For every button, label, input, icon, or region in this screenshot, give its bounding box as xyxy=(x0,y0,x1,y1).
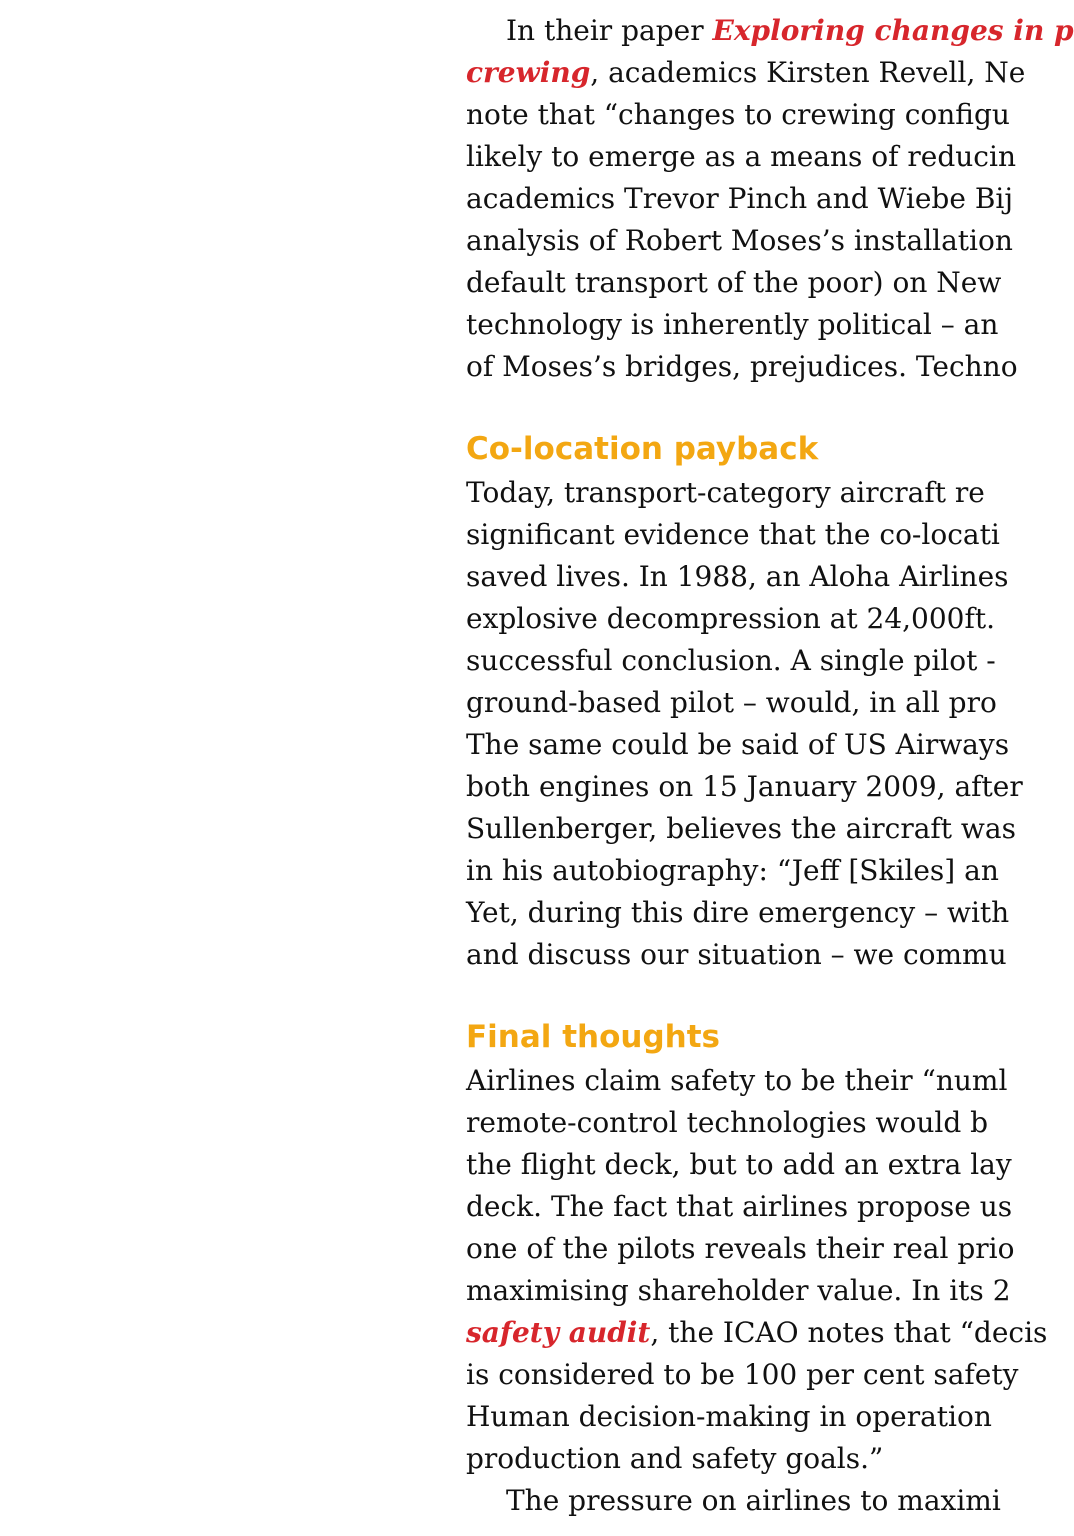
text-line xyxy=(466,1480,1001,1522)
text-run: Human decision-making in operation xyxy=(466,1400,992,1433)
text-run: , academics Kirsten Revell, Ne xyxy=(590,56,1026,89)
text-run: deck. The fact that airlines propose us xyxy=(466,1190,1013,1223)
text-line xyxy=(466,1144,1047,1186)
text-line xyxy=(466,136,1074,178)
text-line xyxy=(466,724,1023,766)
text-line xyxy=(466,178,1074,220)
text-line xyxy=(466,892,1023,934)
text-run: Yet, during this dire emergency – with xyxy=(466,896,1010,929)
text-run: saved lives. In 1988, an Aloha Airlines xyxy=(466,560,1009,593)
article-link[interactable]: crewing xyxy=(466,56,591,89)
text-run: The same could be said of US Airways xyxy=(466,728,1010,761)
text-run: explosive decompression at 24,000ft. xyxy=(466,602,995,635)
text-run: both engines on 15 January 2009, after xyxy=(466,770,1023,803)
text-line xyxy=(466,598,1023,640)
text-line xyxy=(466,304,1074,346)
text-line xyxy=(466,1396,1047,1438)
text-line xyxy=(466,346,1074,388)
text-run: ground-based pilot – would, in all pro xyxy=(466,686,997,719)
text-run: Airlines claim safety to be their “numl xyxy=(466,1064,1008,1097)
text-line xyxy=(466,514,1023,556)
section-heading-colocation: Co-location payback xyxy=(466,431,819,467)
article-link[interactable]: Exploring changes in p xyxy=(712,14,1074,47)
text-line xyxy=(466,1102,1047,1144)
closing-paragraph xyxy=(466,1480,1001,1522)
article-link[interactable]: safety audit xyxy=(466,1316,651,1349)
text-run: significant evidence that the co-locati xyxy=(466,518,1000,551)
text-line xyxy=(466,1438,1047,1480)
text-run: in his autobiography: “Jeff [Skiles] an xyxy=(466,854,999,887)
text-line xyxy=(466,1060,1047,1102)
text-run: is considered to be 100 per cent safety xyxy=(466,1358,1019,1391)
text-line xyxy=(466,640,1023,682)
text-line xyxy=(466,682,1023,724)
text-run: Sullenberger, believes the aircraft was xyxy=(466,812,1016,845)
text-line xyxy=(466,52,1074,94)
text-run: and discuss our situation – we commu xyxy=(466,938,1007,971)
text-line xyxy=(466,1354,1047,1396)
text-line xyxy=(466,850,1023,892)
text-run: technology is inherently political – an xyxy=(466,308,999,341)
text-line xyxy=(466,262,1074,304)
cropped-previous-line xyxy=(466,0,706,6)
text-run: one of the pilots reveals their real prio xyxy=(466,1232,1015,1265)
text-line xyxy=(466,1186,1047,1228)
article-column xyxy=(466,0,1074,1536)
text-line xyxy=(466,1270,1047,1312)
intro-paragraph xyxy=(466,10,1074,388)
text-run: note that “changes to crewing configu xyxy=(466,98,1010,131)
colocation-paragraph xyxy=(466,472,1023,976)
text-line xyxy=(466,1312,1047,1354)
text-run: the flight deck, but to add an extra lay xyxy=(466,1148,1012,1181)
text-run: maximising shareholder value. In its 2 xyxy=(466,1274,1011,1307)
text-line xyxy=(466,934,1023,976)
text-line xyxy=(466,220,1074,262)
text-line xyxy=(466,1228,1047,1270)
text-run: default transport of the poor) on New xyxy=(466,266,1002,299)
text-line xyxy=(466,766,1023,808)
text-line xyxy=(466,472,1023,514)
text-run: academics Trevor Pinch and Wiebe Bij xyxy=(466,182,1014,215)
text-line xyxy=(466,94,1074,136)
text-run: In their paper xyxy=(506,14,713,47)
final-thoughts-paragraph xyxy=(466,1060,1047,1480)
text-run: production and safety goals.” xyxy=(466,1442,884,1475)
text-run: Today, transport-category aircraft re xyxy=(466,476,985,509)
text-run: of Moses’s bridges, prejudices. Techno xyxy=(466,350,1018,383)
text-run: likely to emerge as a means of reducin xyxy=(466,140,1016,173)
section-heading-final-thoughts: Final thoughts xyxy=(466,1019,720,1055)
text-line xyxy=(466,808,1023,850)
text-run: remote-control technologies would b xyxy=(466,1106,989,1139)
text-run: The pressure on airlines to maximi xyxy=(506,1484,1001,1517)
text-line xyxy=(466,556,1023,598)
text-run: analysis of Robert Moses’s installation xyxy=(466,224,1013,257)
text-run: successful conclusion. A single pilot - xyxy=(466,644,996,677)
text-run: , the ICAO notes that “decis xyxy=(650,1316,1048,1349)
text-line xyxy=(466,10,1074,52)
